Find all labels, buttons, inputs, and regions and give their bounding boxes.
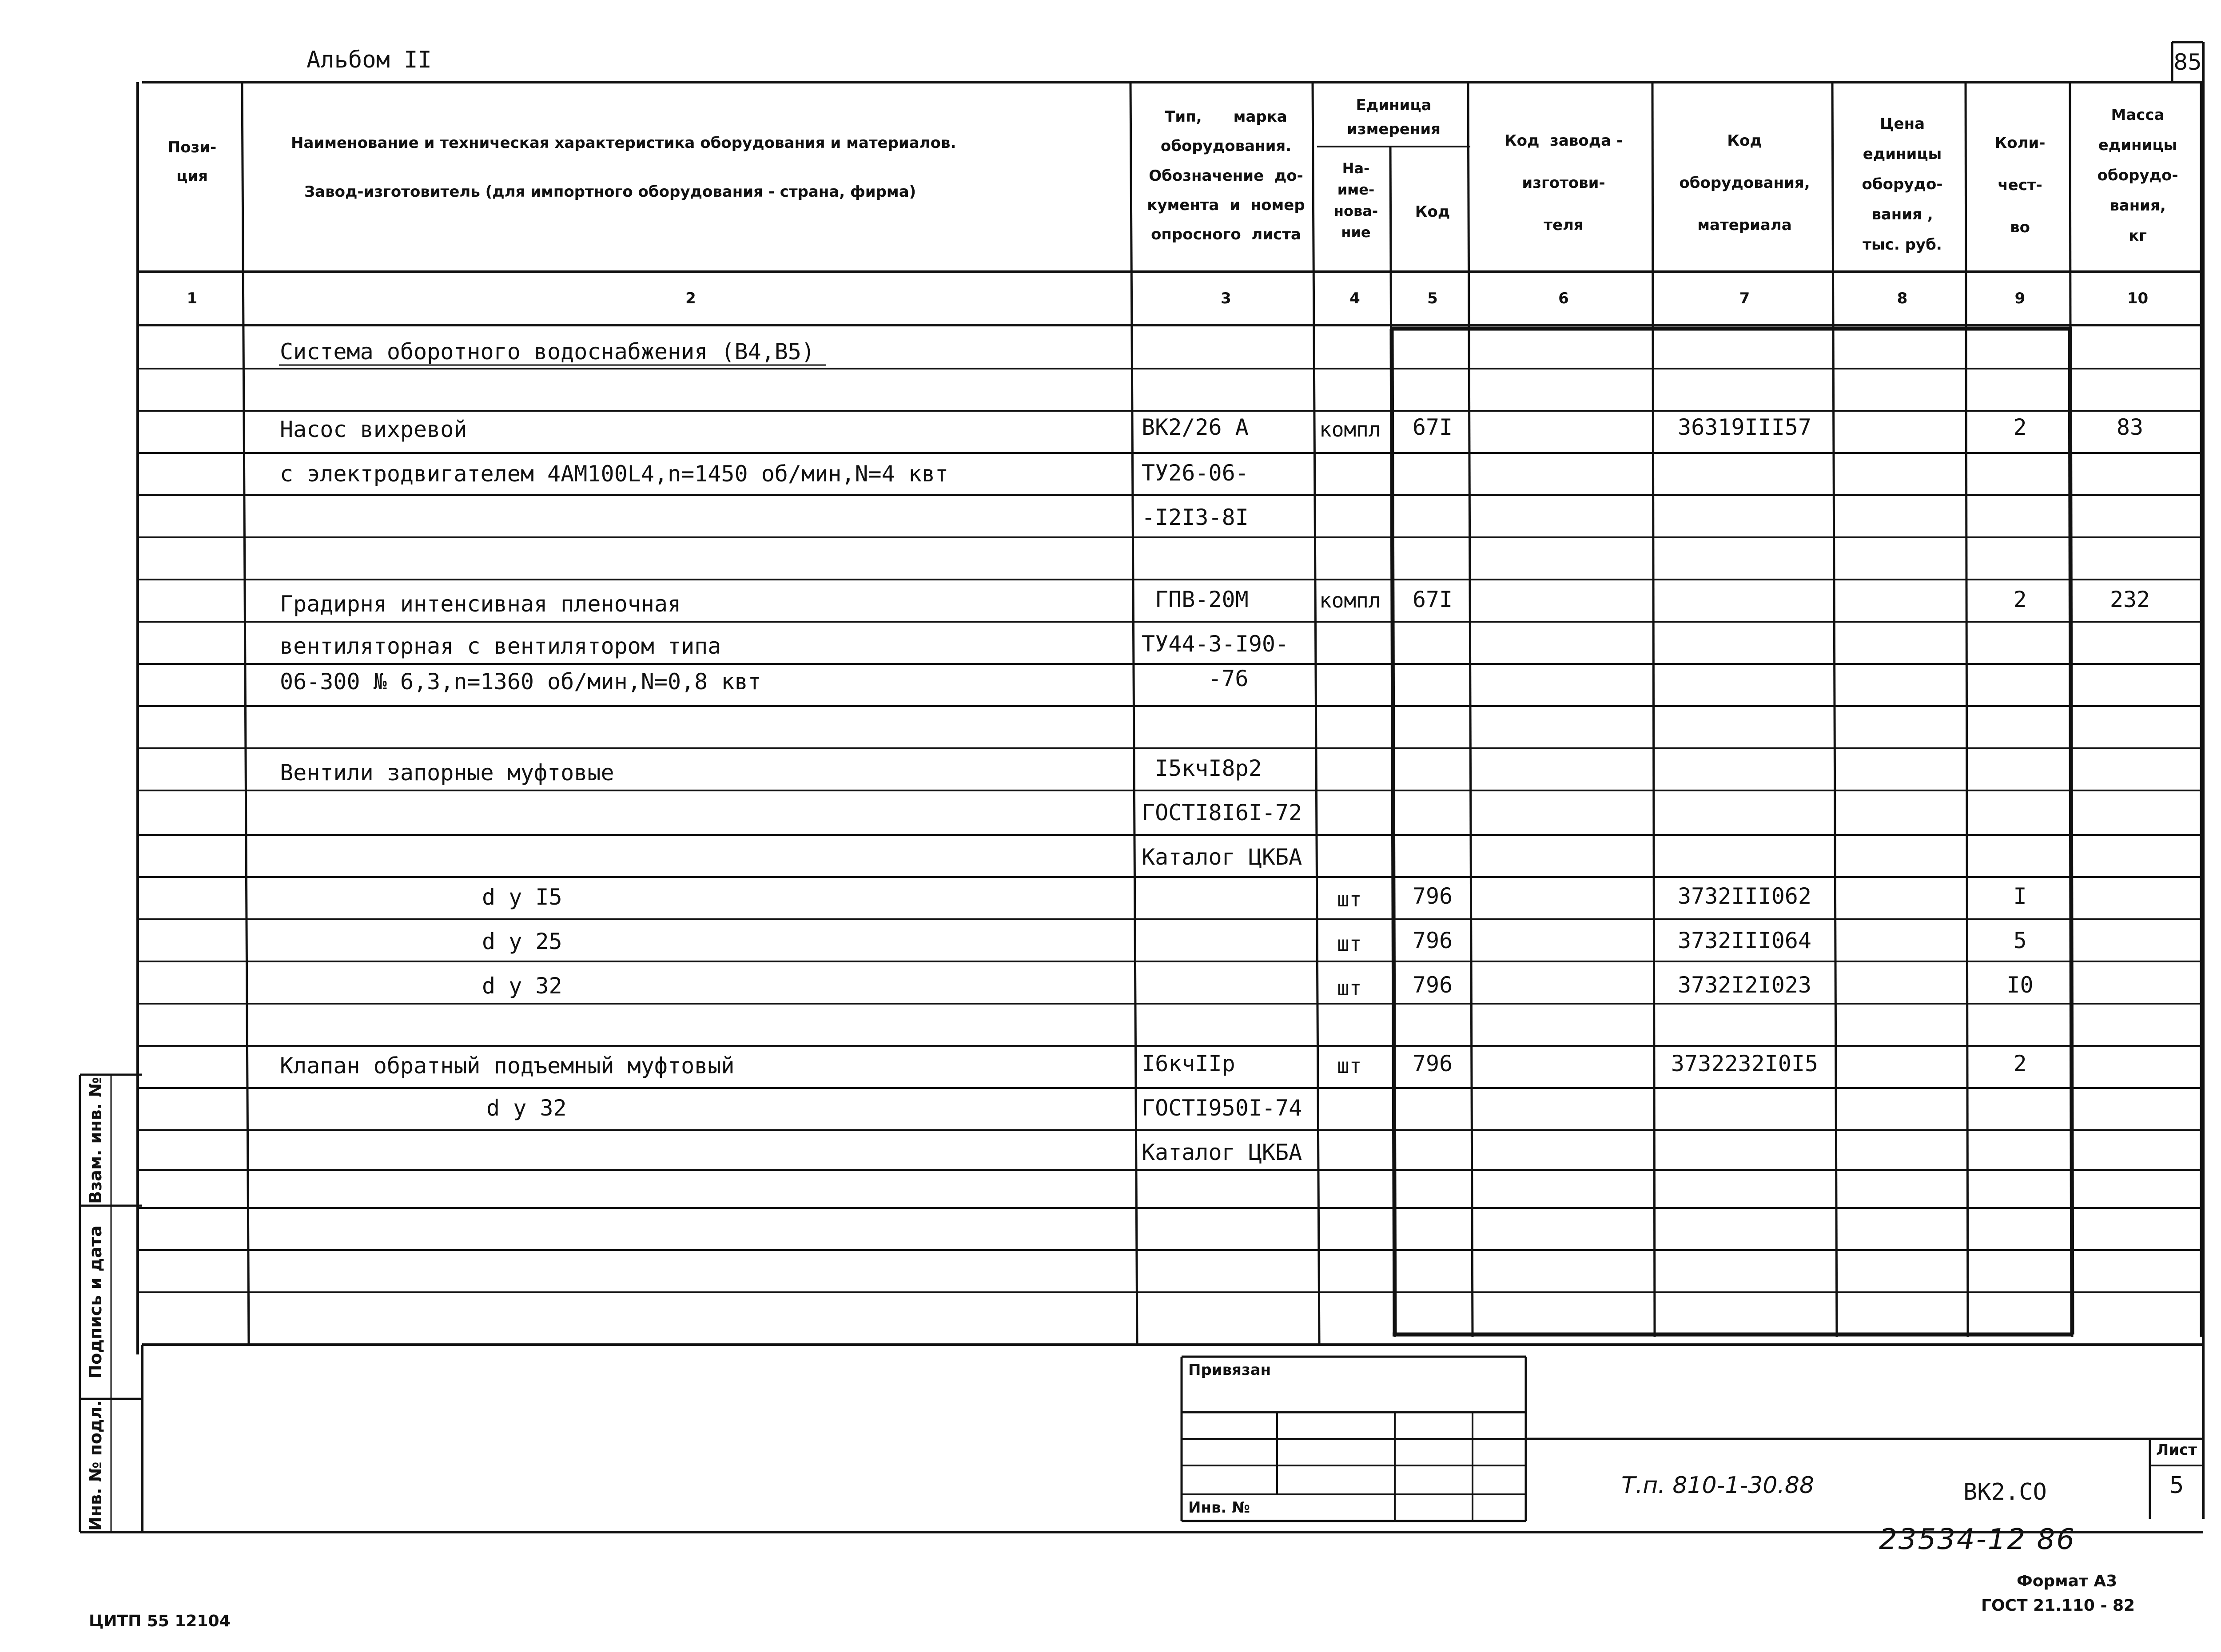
row-type: ТУ44-3-I90- xyxy=(1142,631,1289,657)
row-name: Клапан обратный подъемный муфтовый xyxy=(280,1053,735,1079)
row-code: 796 xyxy=(1412,883,1453,909)
row-name: вентиляторная с вентилятором типа xyxy=(280,633,721,659)
row-name: Градирня интенсивная пленочная xyxy=(280,591,681,617)
row-name: d у 25 xyxy=(482,929,562,954)
header-equipment-code: Код оборудования, материала xyxy=(1679,132,1810,234)
row-type: I5кчI8р2 xyxy=(1155,755,1262,781)
row-unit: шт xyxy=(1337,1054,1362,1078)
row-unit: шт xyxy=(1337,976,1362,1000)
row-type: I6кчIIр xyxy=(1142,1051,1235,1076)
row-qty: 5 xyxy=(2013,928,2027,953)
album-label: Альбом II xyxy=(306,47,432,73)
format-label: Формат А3 xyxy=(2017,1572,2118,1590)
row-name: с электродвигателем 4АМ100L4,n=1450 об/мин,N=4 квт xyxy=(280,461,949,487)
row-code: 796 xyxy=(1412,1051,1453,1076)
column-number-6: 6 xyxy=(1558,290,1569,307)
document-number: 23534-12 86 xyxy=(1879,1523,2076,1556)
column-number-5: 5 xyxy=(1427,290,1438,307)
stamp-inv-label: Инв. № подл. xyxy=(86,1400,105,1531)
row-qty: 2 xyxy=(2013,1051,2027,1076)
row-qty: I xyxy=(2013,883,2027,909)
row-type: ГОСТI950I-74 xyxy=(1142,1095,1302,1121)
row-equip: 3732232I0I5 xyxy=(1671,1051,1819,1076)
row-mass: 83 xyxy=(2116,414,2144,440)
row-type: ВК2/26 А xyxy=(1142,414,1249,440)
row-name: Насос вихревой xyxy=(280,417,467,442)
header-unit-name: На- име- нова- ние xyxy=(1333,160,1378,241)
list-number: 5 xyxy=(2169,1472,2184,1499)
row-type: -I2I3-8I xyxy=(1142,504,1249,530)
row-name: 06-300 № 6,3,n=1360 об/мин,N=0,8 квт xyxy=(280,669,761,695)
row-code: 796 xyxy=(1412,972,1453,998)
project-number: Т.п. 810-1-30.88 xyxy=(1621,1472,1815,1499)
header-unit-group: Единица измерения xyxy=(1347,96,1441,139)
row-name: Система оборотного водоснабжения (В4,В5) xyxy=(280,339,815,365)
header-unit-code: Код xyxy=(1415,203,1450,221)
column-number-1: 1 xyxy=(187,290,198,307)
row-name: Вентили запорные муфтовые xyxy=(280,760,614,786)
page-number: 85 xyxy=(2173,49,2202,75)
row-type: -76 xyxy=(1208,666,1249,691)
row-mass: 232 xyxy=(2110,587,2150,612)
header-name-line1: Наименование и техническая характеристика оборудования и материалов. xyxy=(291,134,956,152)
row-equip: 3732III062 xyxy=(1677,883,1812,909)
header-mass: Масса единицы оборудо- вания, кг xyxy=(2097,106,2178,245)
sheet-code: ВК2.СО xyxy=(1963,1479,2047,1505)
row-type: ГОСТI8I6I-72 xyxy=(1142,800,1302,826)
header-type: Тип, марка оборудования. Обозначение до- кумента и номер опросного листа xyxy=(1147,108,1305,244)
column-number-2: 2 xyxy=(685,290,696,307)
row-unit: компл xyxy=(1319,588,1381,612)
row-type: ГПВ-20М xyxy=(1155,587,1249,612)
row-equip: 3732III064 xyxy=(1677,928,1812,953)
column-number-10: 10 xyxy=(2127,290,2149,307)
header-price: Цена единицы оборудо- вания , тыс. руб. xyxy=(1862,115,1943,254)
row-unit: шт xyxy=(1337,887,1362,911)
row-unit: шт xyxy=(1337,932,1362,956)
citp-label: ЦИТП 55 12104 xyxy=(89,1612,231,1630)
row-code: 67I xyxy=(1412,414,1453,440)
row-qty: 2 xyxy=(2013,587,2027,612)
column-number-7: 7 xyxy=(1739,290,1750,307)
row-qty: I0 xyxy=(2006,972,2034,998)
row-code: 67I xyxy=(1412,587,1453,612)
header-name-line2: Завод-изготовитель (для импортного оборудования - страна, фирма) xyxy=(304,183,916,201)
row-equip: 36319III57 xyxy=(1677,414,1812,440)
stamp-vzam-label: Взам. инв. № xyxy=(86,1077,105,1204)
stamp-podpis-label: Подпись и дата xyxy=(86,1225,105,1379)
header-plant-code: Код завода - изготови- теля xyxy=(1504,132,1623,234)
row-type: Каталог ЦКБА xyxy=(1142,1140,1302,1165)
row-unit: компл xyxy=(1319,417,1381,441)
inv-no-label: Инв. № xyxy=(1188,1499,1250,1517)
gost-label: ГОСТ 21.110 - 82 xyxy=(1981,1596,2135,1615)
row-name: d у 32 xyxy=(482,973,562,999)
row-name: d у I5 xyxy=(482,884,562,910)
column-number-4: 4 xyxy=(1349,290,1360,307)
row-name: d у 32 xyxy=(486,1095,567,1121)
row-qty: 2 xyxy=(2013,414,2027,440)
row-code: 796 xyxy=(1412,928,1453,953)
column-number-8: 8 xyxy=(1897,290,1908,307)
column-number-9: 9 xyxy=(2014,290,2026,307)
list-label: Лист xyxy=(2156,1441,2197,1459)
header-position: Пози- ция xyxy=(167,139,217,185)
column-number-3: 3 xyxy=(1221,290,1231,307)
privyazan-label: Привязан xyxy=(1188,1361,1271,1379)
header-quantity: Коли- чест- во xyxy=(1994,134,2046,237)
row-type: Каталог ЦКБА xyxy=(1142,844,1302,870)
row-type: ТУ26-06- xyxy=(1142,460,1249,486)
row-equip: 3732I2I023 xyxy=(1677,972,1812,998)
